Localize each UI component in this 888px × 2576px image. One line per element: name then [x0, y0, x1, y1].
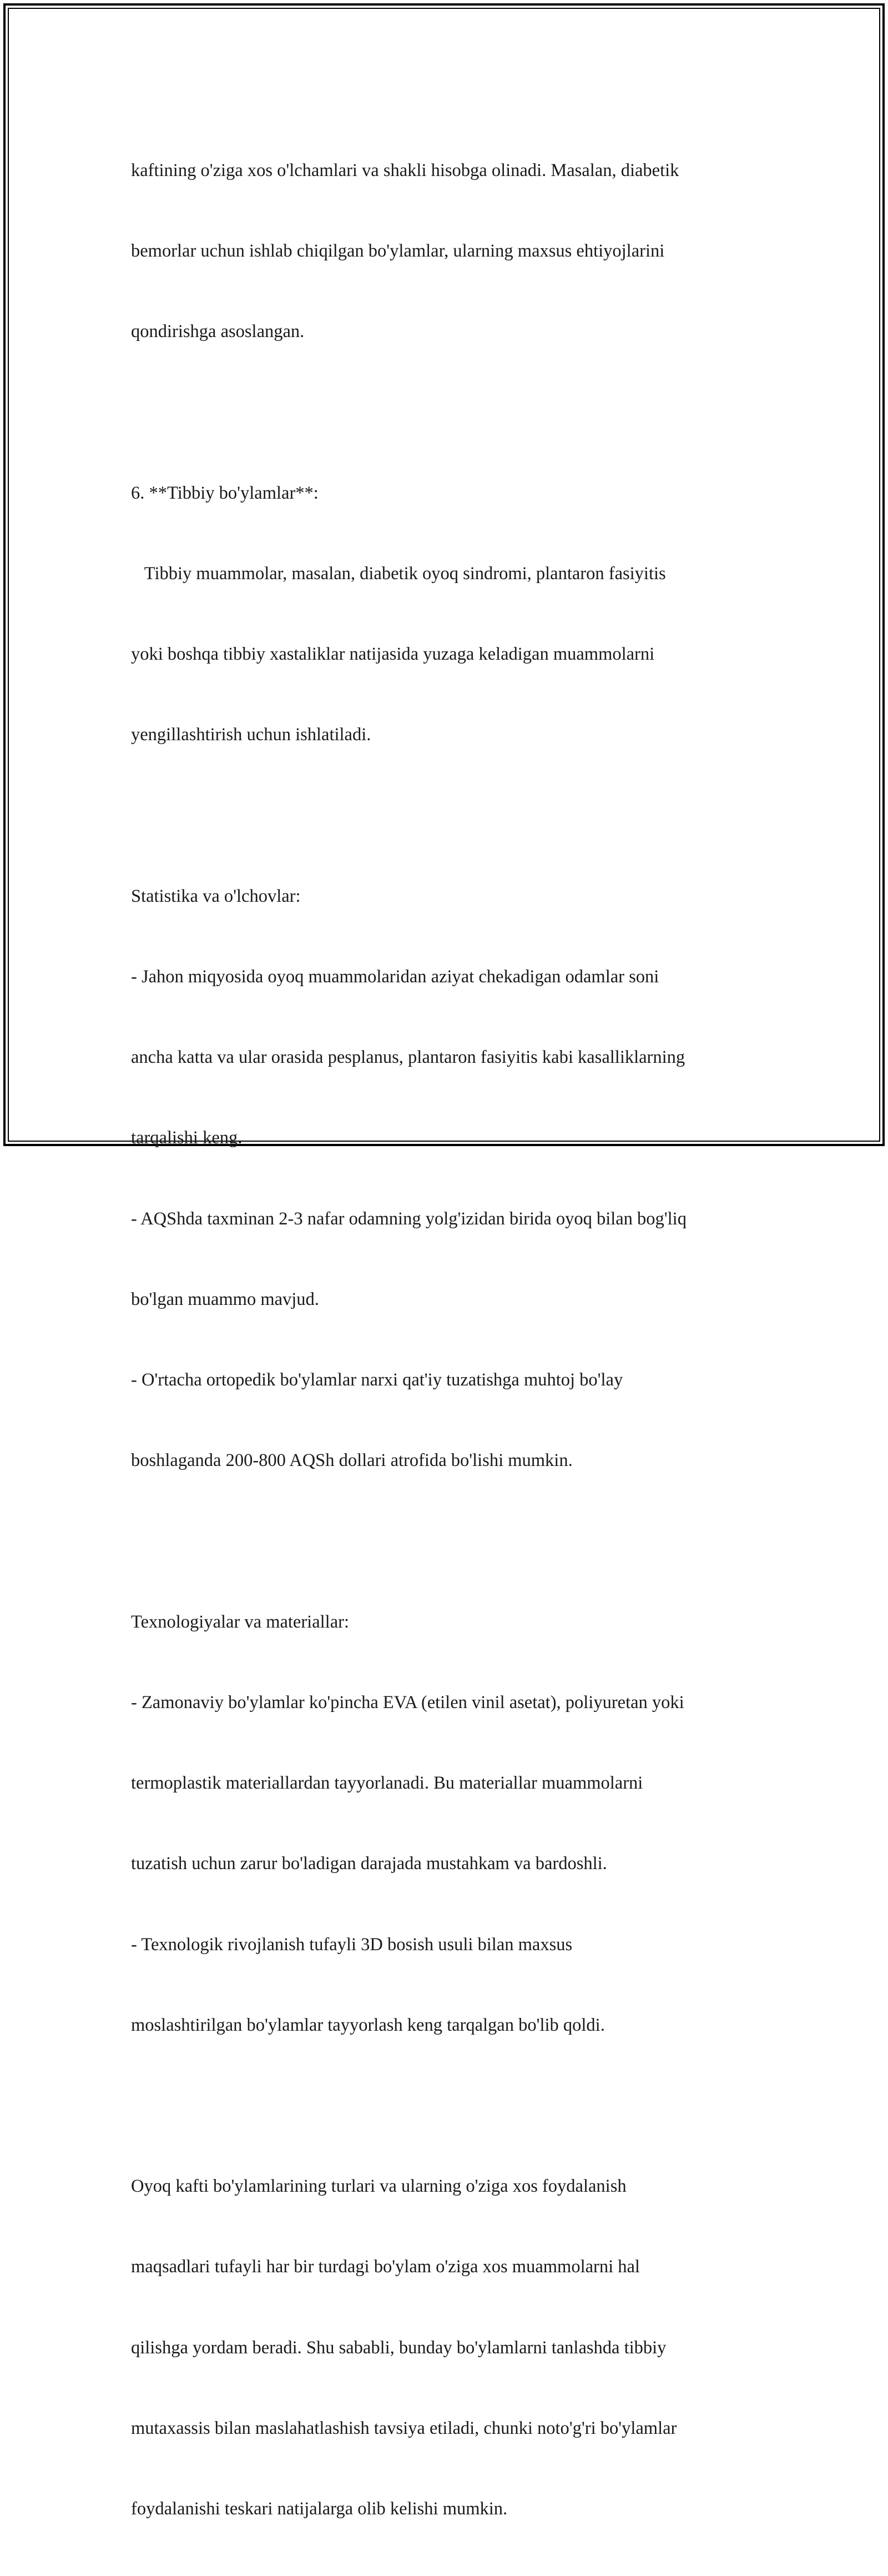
paragraph-spacer: [131, 2092, 764, 2119]
text-line: ancha katta va ular orasida pesplanus, plantaron fasiyitis kabi kasalliklarning: [131, 1047, 685, 1068]
list-item: - Jahon miqyosida oyoq muammolaridan aziyat chekadigan odamlar soni: [131, 966, 659, 987]
text-line: yoki boshqa tibbiy xastaliklar natijasida yuzaga keladigan muammolarni: [131, 644, 655, 665]
paragraph-technologies: [131, 1555, 764, 2092]
text-line: termoplastik materiallardan tayyorlanadi. Bu materiallar muammolarni: [131, 1773, 643, 1794]
list-item: - AQShda taxminan 2-3 nafar odamning yolg'izidan birida oyoq bilan bog'liq: [131, 1208, 687, 1229]
section-heading: Statistika va o'lchovlar:: [131, 886, 301, 906]
document-body: [131, 103, 764, 2576]
paragraph-conclusion: [131, 2119, 764, 2576]
text-line: Tibbiy muammolar, masalan, diabetik oyoq sindromi, plantaron fasiyitis: [131, 563, 666, 584]
text-line: tuzatish uchun zarur bo'ladigan darajada mustahkam va bardoshli.: [131, 1854, 607, 1874]
section-heading: Texnologiyalar va materiallar:: [131, 1611, 349, 1632]
text-line: bo'lgan muammo mavjud.: [131, 1289, 319, 1309]
text-line: foydalanishi teskari natijalarga olib kelishi mumkin.: [131, 2499, 508, 2519]
paragraph-medical-insoles: [131, 426, 764, 802]
text-line: Oyoq kafti bo'ylamlarining turlari va ularning o'ziga xos foydalanish: [131, 2176, 627, 2197]
paragraph-spacer: [131, 802, 764, 829]
section-heading: 6. **Tibbiy bo'ylamlar**:: [131, 483, 319, 503]
text-line: yengillashtirish uchun ishlatiladi.: [131, 725, 371, 745]
text-line: boshlaganda 200-800 AQSh dollari atrofida bo'lishi mumkin.: [131, 1450, 573, 1471]
list-item: - O'rtacha ortopedik bo'ylamlar narxi qat'iy tuzatishga muhtoj bo'lay: [131, 1370, 623, 1390]
paragraph-spacer: [131, 1528, 764, 1555]
paragraph-statistics: [131, 829, 764, 1528]
text-line: kaftining o'ziga xos o'lchamlari va shakli hisobga olinadi. Masalan, diabetik: [131, 160, 679, 180]
paragraph-intro: [131, 103, 764, 399]
text-line: qondirishga asoslangan.: [131, 322, 305, 342]
list-item: - Texnologik rivojlanish tufayli 3D bosish usuli bilan maxsus: [131, 1934, 573, 1955]
text-line: mutaxassis bilan maslahatlashish tavsiya etiladi, chunki noto'g'ri bo'ylamlar: [131, 2418, 677, 2438]
text-line: moslashtirilgan bo'ylamlar tayyorlash keng tarqalgan bo'lib qoldi.: [131, 2015, 605, 2035]
text-line: maqsadlari tufayli har bir turdagi bo'ylam o'ziga xos muammolarni hal: [131, 2257, 640, 2277]
text-line: tarqalishi keng.: [131, 1128, 243, 1148]
text-line: bemorlar uchun ishlab chiqilgan bo'ylamlar, ularning maxsus ehtiyojlarini: [131, 241, 665, 262]
text-line: qilishga yordam beradi. Shu sababli, bunday bo'ylamlarni tanlashda tibbiy: [131, 2337, 667, 2358]
list-item: - Zamonaviy bo'ylamlar ko'pincha EVA (etilen vinil asetat), poliyuretan yoki: [131, 1692, 684, 1713]
paragraph-spacer: [131, 399, 764, 425]
